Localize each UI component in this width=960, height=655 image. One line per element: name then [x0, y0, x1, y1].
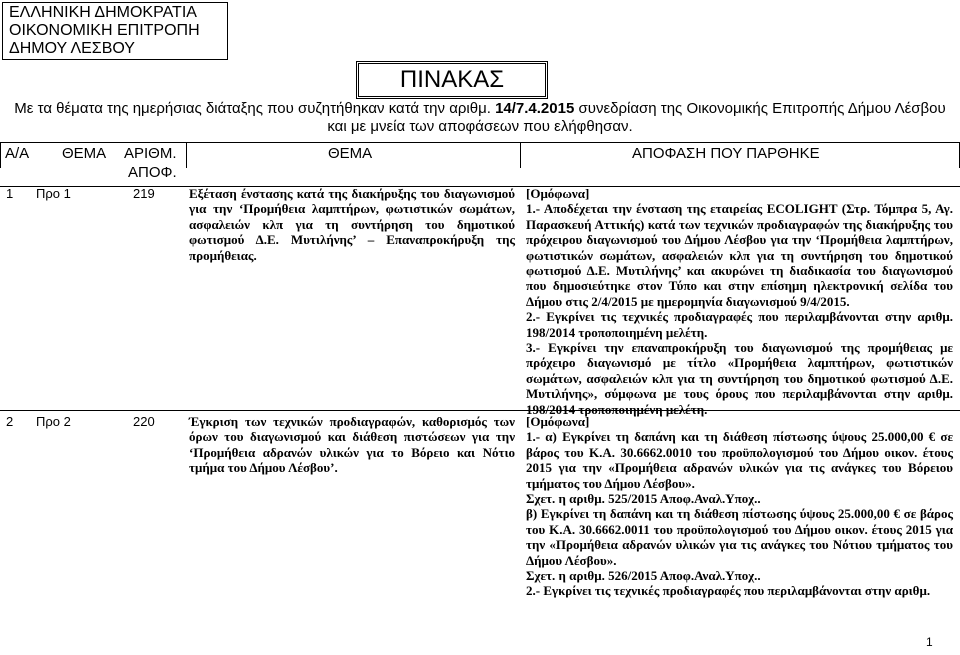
session-number: 14/7.4.2015	[495, 100, 575, 117]
row-1-aa: 1	[6, 186, 14, 201]
col-header-subject: ΘΕΜΑ	[328, 145, 373, 162]
row-1-decision-vote: [Ομόφωνα]	[526, 186, 590, 201]
col-header-thema: ΘΕΜΑ	[62, 145, 107, 162]
row-2-decision-vote: [Ομόφωνα]	[526, 414, 590, 429]
intro-line-1	[0, 100, 960, 118]
issuer-header	[2, 2, 228, 60]
row-2-decision-ref-2: Σχετ. η αριθμ. 526/2015 Αποφ.Αναλ.Υποχ..	[526, 568, 761, 584]
row-2-decision-item-2: 2.- Εγκρίνει τις τεχνικές προδιαγραφές που περιλαμβάνονται στην αριθμ.	[526, 583, 931, 599]
document-title	[356, 61, 548, 99]
col-header-decision: ΑΠΟΦΑΣΗ ΠΟΥ ΠΑΡΘΗΚΕ	[632, 145, 820, 162]
row-2-aa: 2	[6, 414, 14, 429]
row-1-decision-item-1: 1.- Αποδέχεται την ένσταση της εταιρείας ECOLIGHT (Στρ. Τόμπρα 5, Αγ. Παρασκευή Αττικής) κατά των τεχνικών προδιαγραφών της διακήρυξης του πρόχειρου διαγωνισμού του Δήμου Λέσβου για την ‘Προμήθεια λαμπτήρων, φωτιστικών σωμάτων, ασφαλειών κλπ για τη συντήρηση του δημοτικού φωτισμού Δ.Ε. Μυτιλήνης’ και ακυρώνει τη διαδικασία του διαγωνισμού που δημοσιεύτηκε στον Τύπο και στην επίσημη ηλεκτρονική σελίδα του Δήμου στις 2/4/2015 με ημερομηνία διαγωνισμού 9/4/2015.	[526, 201, 953, 309]
col-header-arithm: ΑΡΙΘΜ.	[124, 145, 177, 162]
document-title-text: ΠΙΝΑΚΑΣ	[399, 66, 505, 93]
issuer-line-3: ΔΗΜΟΥ ΛΕΣΒΟΥ	[9, 40, 135, 57]
row-1-thema: Προ 1	[36, 186, 71, 201]
col-header-aa: Α/Α	[5, 145, 30, 162]
col-header-apof: ΑΠΟΦ.	[128, 164, 177, 181]
row-2-thema: Προ 2	[36, 414, 71, 429]
row-2-decision-number: 220	[133, 414, 155, 429]
issuer-line-2: ΟΙΚΟΝΟΜΙΚΗ ΕΠΙΤΡΟΠΗ	[9, 22, 200, 39]
row-2-decision-ref-1: Σχετ. η αριθμ. 525/2015 Αποφ.Αναλ.Υποχ..	[526, 491, 761, 507]
intro-line-2: και με μνεία των αποφάσεων που ελήφθησαν.	[327, 118, 633, 135]
row-2-decision-item-1a: 1.- α) Εγκρίνει τη δαπάνη και τη διάθεση πίστωσης ύψους 25.000,00 € σε βάρος του Κ.Α. 30.6662.0010 του προϋπολογισμού του Δήμου οικον. έτους 2015 για την «Προμήθεια αδρανών υλικών για τις ανάγκες του Βόρειου τμήματος του Δήμου Λέσβου».	[526, 429, 953, 491]
row-1-subject: Εξέταση ένστασης κατά της διακήρυξης του διαγωνισμού για την ‘Προμήθεια λαμπτήρων, φωτιστικών σωμάτων, ασφαλειών κλπ για τη συντήρηση του δημοτικού φωτισμού Δ.Ε. Μυτιλήνης’ – Επαναπροκήρυξη της προμήθειας.	[189, 186, 515, 263]
row-2-subject: Έγκριση των τεχνικών προδιαγραφών, καθορισμός των όρων του διαγωνισμού και διάθεση πιστώσεων για την ‘Προμήθεια αδρανών υλικών για το Βόρειο και Νότιο τμήμα του Δήμου Λέσβου’.	[189, 414, 515, 476]
intro-paragraph	[0, 100, 960, 136]
table-column-headers	[0, 142, 960, 186]
row-2-decision	[526, 414, 953, 599]
row-1-decision-item-3: 3.- Εγκρίνει την επαναπροκήρυξη του διαγωνισμού της προμήθειας με πρόχειρο διαγωνισμό με τίτλο «Προμήθεια λαμπτήρων, φωτιστικών σωμάτων, ασφαλειών κλπ για τη συντήρηση του δημοτικού φωτισμού Δ.Ε. Μυτιλήνης», σύμφωνα με τους όρους που περιλαμβάνονται στην αριθμ. 198/2014 τροποποιημένη μελέτη.	[526, 340, 953, 417]
issuer-line-1: ΕΛΛΗΝΙΚΗ ΔΗΜΟΚΡΑΤΙΑ	[9, 4, 197, 21]
row-2-decision-item-1b: β) Εγκρίνει τη δαπάνη και τη διάθεση πίστωσης ύψους 25.000,00 € σε βάρος του Κ.Α. 30.6662.0011 του προϋπολογισμού του Δήμου οικον. έτους 2015 για την «Προμήθεια αδρανών υλικών για τις ανάγκες του Νότιου τμήματος του Δήμου Λέσβου».	[526, 506, 953, 568]
row-1-decision	[526, 186, 953, 417]
page-number: 1	[926, 635, 933, 649]
intro-post: συνεδρίαση της Οικονομικής Επιτροπής Δήμου Λέσβου	[574, 100, 946, 117]
row-1-decision-number: 219	[133, 186, 155, 201]
intro-pre: Με τα θέματα της ημερήσιας διάταξης που συζητήθηκαν κατά την αριθμ.	[14, 100, 496, 117]
row-1-decision-item-2: 2.- Εγκρίνει τις τεχνικές προδιαγραφές που περιλαμβάνονται στην αριθμ. 198/2014 τροποποιημένη μελέτη.	[526, 309, 953, 340]
